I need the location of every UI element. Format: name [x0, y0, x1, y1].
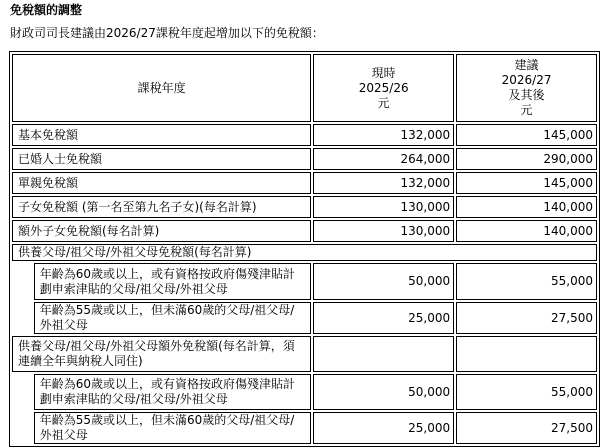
proposed-value: 55,000 — [456, 374, 597, 410]
table-row — [12, 220, 597, 242]
allowance-table — [9, 51, 600, 447]
indent-spacer — [12, 302, 32, 334]
table-row — [12, 412, 597, 444]
col-proposed-line: 及其後 — [508, 88, 545, 102]
table-row — [12, 124, 597, 146]
proposed-value: 140,000 — [456, 220, 597, 242]
section-heading: 免稅額的調整 — [10, 3, 83, 17]
proposed-value: 145,000 — [456, 124, 597, 146]
group-title-row — [12, 336, 597, 372]
col-year-header: 課稅年度 — [12, 54, 311, 122]
proposed-value: 290,000 — [456, 148, 597, 170]
col-current-line: 2025/26 — [358, 80, 409, 95]
col-current-line: 元 — [377, 95, 390, 110]
indent-spacer — [12, 374, 32, 410]
indent-spacer — [12, 412, 32, 444]
col-proposed-header — [456, 54, 597, 122]
current-value: 25,000 — [313, 302, 454, 334]
current-value: 132,000 — [313, 124, 454, 146]
proposed-value: 27,500 — [456, 302, 597, 334]
group-title: 供養父母/祖父母/外祖父母額外免稅額(每名計算，須連續全年與納稅人同住) — [12, 336, 311, 372]
row-label: 基本免稅額 — [12, 124, 311, 146]
col-current-header — [313, 54, 454, 122]
proposed-value: 27,500 — [456, 412, 597, 444]
table-row — [12, 374, 597, 410]
table-row — [12, 302, 597, 334]
row-label: 年齡為60歲或以上，或有資格按政府傷殘津貼計劃申索津貼的父母/祖父母/外祖父母 — [34, 263, 312, 300]
group-title-row — [12, 244, 597, 261]
col-proposed-line: 2026/27 — [501, 73, 552, 87]
proposed-value: 145,000 — [456, 172, 597, 194]
group-title: 供養父母/祖父母/外祖父母免稅額(每名計算) — [12, 244, 597, 261]
row-label: 年齡為55歲或以上，但未滿60歲的父母/祖父母/外祖父母 — [34, 302, 312, 334]
header-row — [12, 54, 597, 122]
row-label: 年齡為55歲或以上，但未滿60歲的父母/祖父母/外祖父母 — [34, 412, 312, 444]
indent-spacer — [12, 263, 32, 300]
current-value: 130,000 — [313, 220, 454, 242]
proposed-value: 140,000 — [456, 196, 597, 218]
table-row — [12, 148, 597, 170]
col-proposed-line: 建議 — [514, 58, 539, 72]
table-row — [12, 263, 597, 300]
empty-cell — [456, 336, 597, 372]
row-label: 單親免稅額 — [12, 172, 311, 194]
current-value: 264,000 — [313, 148, 454, 170]
table-row — [12, 196, 597, 218]
row-label: 年齡為60歲或以上，或有資格按政府傷殘津貼計劃申索津貼的父母/祖父母/外祖父母 — [34, 374, 312, 410]
current-value: 130,000 — [313, 196, 454, 218]
col-current-line: 現時 — [371, 65, 396, 80]
intro-text: 財政司司長建議由2026/27課稅年度起增加以下的免稅額： — [10, 26, 324, 40]
current-value: 25,000 — [313, 412, 454, 444]
current-value: 50,000 — [313, 263, 454, 300]
table-row — [12, 172, 597, 194]
current-value: 50,000 — [313, 374, 454, 410]
current-value: 132,000 — [313, 172, 454, 194]
empty-cell — [313, 336, 454, 372]
col-proposed-line: 元 — [520, 103, 533, 117]
proposed-value: 55,000 — [456, 263, 597, 300]
row-label: 額外子女免稅額(每名計算) — [12, 220, 311, 242]
row-label: 已婚人士免稅額 — [12, 148, 311, 170]
row-label: 子女免稅額 (第一名至第九名子女)(每名計算) — [12, 196, 311, 218]
